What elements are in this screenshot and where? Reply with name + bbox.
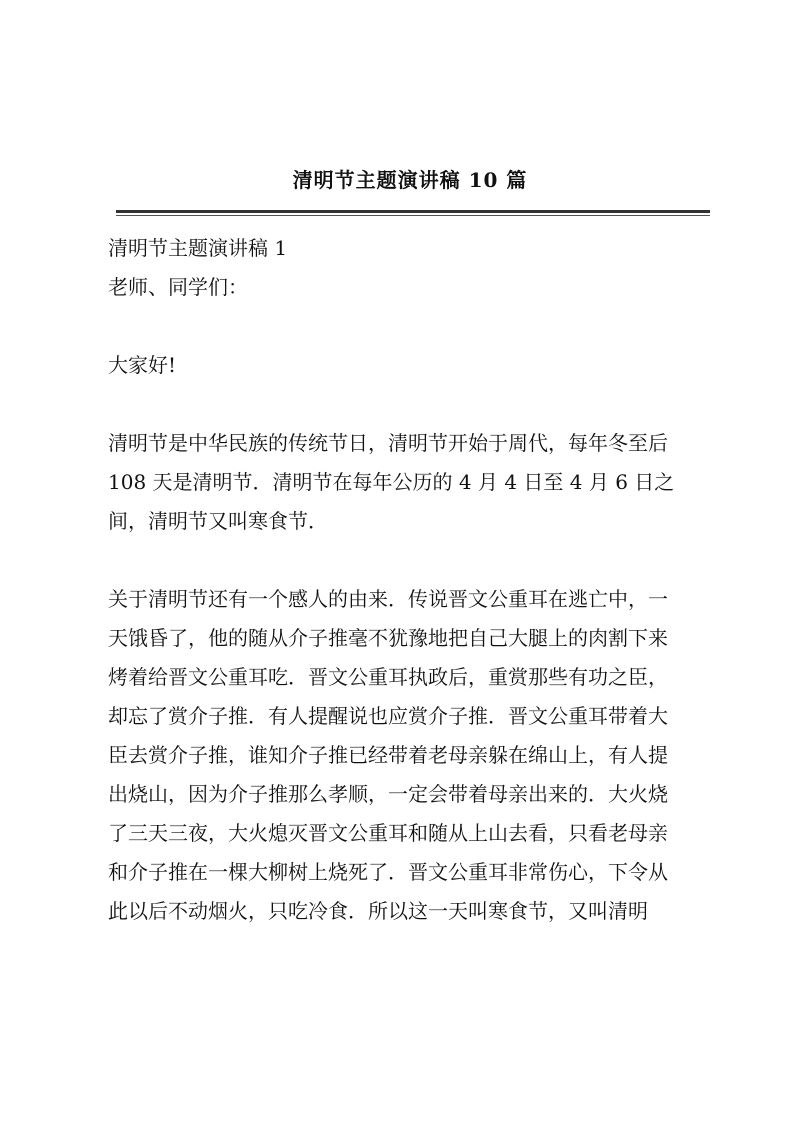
paragraph-line: 108 天是清明节．清明节在每年公历的 4 月 4 日至 4 月 6 日之 bbox=[108, 470, 675, 494]
paragraph-line: 天饿昏了，他的随从介子推毫不犹豫地把自己大腿上的肉割下来 bbox=[108, 626, 668, 650]
paragraph-line: 出烧山，因为介子推那么孝顺，一定会带着母亲出来的．大火烧 bbox=[108, 782, 668, 806]
paragraph-1 bbox=[108, 424, 712, 541]
salutation: 老师、同学们： bbox=[108, 275, 248, 299]
paragraph-line: 了三天三夜，大火熄灭晋文公重耳和随从上山去看，只看老母亲 bbox=[108, 821, 668, 845]
paragraph-line: 此以后不动烟火，只吃冷食．所以这一天叫寒食节，又叫清明 bbox=[108, 899, 648, 923]
blank-line bbox=[108, 541, 712, 580]
document-body bbox=[108, 229, 712, 931]
paragraph-line: 却忘了赏介子推．有人提醒说也应赏介子推．晋文公重耳带着大 bbox=[108, 704, 668, 728]
paragraph-line: 关于清明节还有一个感人的由来．传说晋文公重耳在逃亡中，一 bbox=[108, 587, 668, 611]
paragraph-line: 和介子推在一棵大柳树上烧死了．晋文公重耳非常伤心，下令从 bbox=[108, 860, 668, 884]
greeting: 大家好! bbox=[108, 353, 177, 377]
paragraph-line: 清明节是中华民族的传统节日，清明节开始于周代，每年冬至后 bbox=[108, 431, 668, 455]
section-heading: 清明节主题演讲稿 1 bbox=[108, 236, 288, 260]
paragraph-line: 臣去赏介子推，谁知介子推已经带着老母亲躲在绵山上，有人提 bbox=[108, 743, 668, 767]
document-title: 清明节主题演讲稿 10 篇 bbox=[292, 168, 528, 192]
paragraph-2 bbox=[108, 580, 712, 931]
title-divider bbox=[116, 210, 710, 213]
blank-line bbox=[108, 307, 712, 346]
paragraph-line: 间，清明节又叫寒食节． bbox=[108, 509, 328, 533]
blank-line bbox=[108, 385, 712, 424]
paragraph-line: 烤着给晋文公重耳吃．晋文公重耳执政后，重赏那些有功之臣， bbox=[108, 665, 668, 689]
title-divider-thin bbox=[116, 215, 710, 216]
